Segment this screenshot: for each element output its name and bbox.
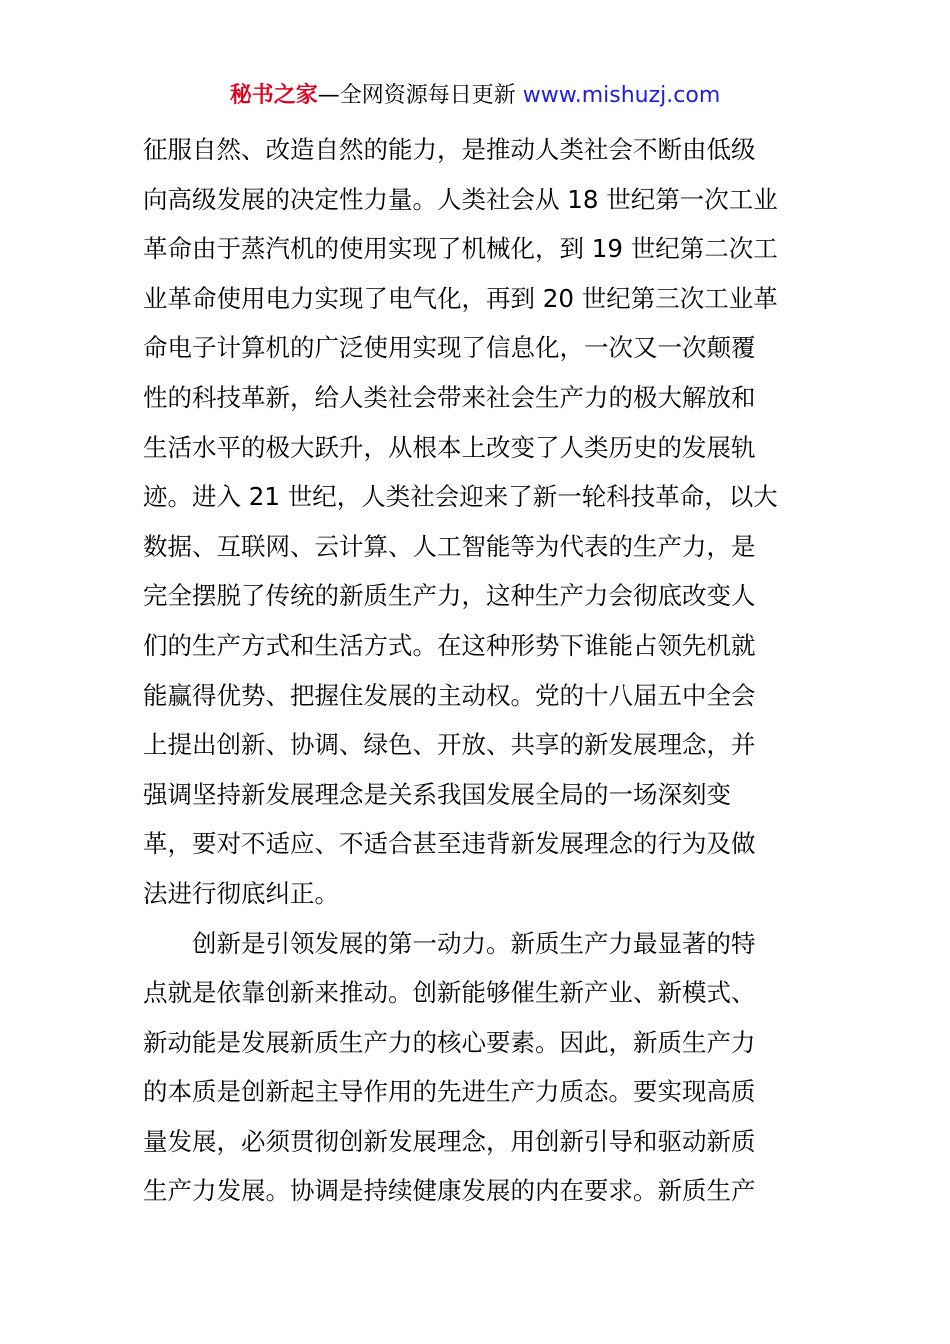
paragraph-line: 的本质是创新起主导作用的先进生产力质态。要实现高质 xyxy=(143,1077,756,1107)
paragraph-line: 完全摆脱了传统的新质生产力，这种生产力会彻底改变人 xyxy=(143,581,756,611)
paragraph-line: 生活水平的极大跃升，从根本上改变了人类历史的发展轨 xyxy=(143,432,756,462)
paragraph-line: 向高级发展的决定性力量。人类社会从 18 世纪第一次工业 xyxy=(143,184,778,214)
page-header xyxy=(0,80,950,112)
document-body xyxy=(143,125,813,1216)
paragraph-line: 生产力发展。协调是持续健康发展的内在要求。新质生产 xyxy=(143,1176,756,1206)
paragraph-line: 们的生产方式和生活方式。在这种形势下谁能占领先机就 xyxy=(143,630,756,660)
paragraph-line: 迹。进入 21 世纪，人类社会迎来了新一轮科技革命，以大 xyxy=(143,482,778,512)
paragraph-line: 法进行彻底纠正。 xyxy=(143,878,339,908)
paragraph-line: 能赢得优势、把握住发展的主动权。党的十八届五中全会 xyxy=(143,680,756,710)
paragraph-line: 创新是引领发展的第一动力。新质生产力最显著的特 xyxy=(192,928,756,958)
paragraph-line: 命电子计算机的广泛使用实现了信息化，一次又一次颠覆 xyxy=(143,333,756,363)
site-url-link[interactable]: www.mishuzj.com xyxy=(522,83,721,108)
paragraph-line: 革，要对不适应、不适合甚至违背新发展理念的行为及做 xyxy=(143,829,756,859)
paragraph-line: 上提出创新、协调、绿色、开放、共享的新发展理念，并 xyxy=(143,730,756,760)
paragraph-line: 强调坚持新发展理念是关系我国发展全局的一场深刻变 xyxy=(143,779,731,809)
paragraph-line: 业革命使用电力实现了电气化，再到 20 世纪第三次工业革 xyxy=(143,283,778,313)
header-tagline: —全网资源每日更新 xyxy=(317,83,516,108)
paragraph-line: 量发展，必须贯彻创新发展理念，用创新引导和驱动新质 xyxy=(143,1126,756,1156)
paragraph-line: 数据、互联网、云计算、人工智能等为代表的生产力，是 xyxy=(143,531,756,561)
paragraph-line: 点就是依靠创新来推动。创新能够催生新产业、新模式、 xyxy=(143,978,756,1008)
paragraph-line: 革命由于蒸汽机的使用实现了机械化，到 19 世纪第二次工 xyxy=(143,234,778,264)
paragraph-line: 性的科技革新，给人类社会带来社会生产力的极大解放和 xyxy=(143,382,756,412)
brand-name: 秘书之家 xyxy=(229,83,318,108)
paragraph-line: 新动能是发展新质生产力的核心要素。因此，新质生产力 xyxy=(143,1027,756,1057)
paragraph-line: 征服自然、改造自然的能力，是推动人类社会不断由低级 xyxy=(143,135,756,164)
